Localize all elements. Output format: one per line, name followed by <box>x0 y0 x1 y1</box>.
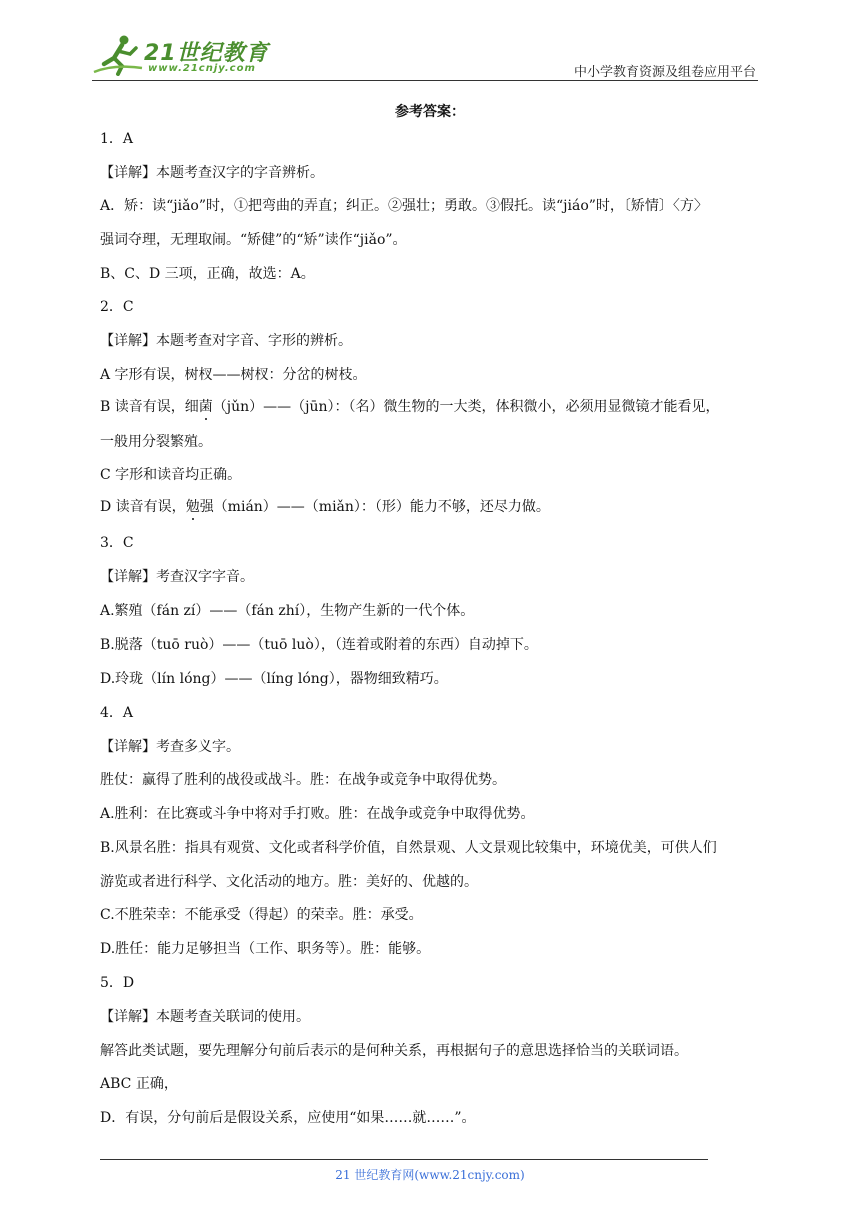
footer-link[interactable]: 21 世纪教育网(www.21cnjy.com) <box>335 1168 525 1182</box>
question-number: 2．C <box>100 299 134 315</box>
explanation-line: B.脱落（tuō ruò）——（tuō luò），（连着或附着的东西）自动掉下。 <box>100 637 538 653</box>
line-text: 强（mián）——（miǎn）：（形）能力不够，还尽力做。 <box>199 499 550 515</box>
dotted-character: 勉 <box>185 499 200 515</box>
explanation-line: C 字形和读音均正确。 <box>100 467 242 483</box>
explanation-line <box>100 498 766 516</box>
page-header <box>92 30 758 80</box>
answer-title: 参考答案： <box>395 104 465 120</box>
dotted-character: 菌 <box>198 399 213 415</box>
site-logo[interactable] <box>92 30 269 78</box>
explanation-line: B、C、D 三项，正确，故选：A。 <box>100 266 315 282</box>
explanation-line: 一般用分裂繁殖。 <box>100 434 212 450</box>
question-number: 1．A <box>100 131 134 147</box>
runner-logo-icon <box>92 34 144 76</box>
explanation-line: C.不胜荣幸：不能承受（得起）的荣幸。胜：承受。 <box>100 907 423 923</box>
explanation-heading: 【详解】本题考查汉字的字音辨析。 <box>100 165 324 181</box>
line-text: B 读音有误，细 <box>100 399 199 415</box>
explanation-line: 强词夺理，无理取闹。“矫健”的“矫”读作“jiǎo”。 <box>100 232 407 248</box>
explanation-line: 解答此类试题，要先理解分句前后表示的是何种关系，再根据句子的意思选择恰当的关联词语。 <box>100 1043 688 1059</box>
explanation-heading: 【详解】考查多义字。 <box>100 739 240 755</box>
explanation-line: ABC 正确， <box>100 1076 178 1092</box>
logo-url: www.21cnjy.com <box>148 63 256 74</box>
question-number: 5．D <box>100 975 135 991</box>
explanation-line: 胜仗：赢得了胜利的战役或战斗。胜：在战争或竞争中取得优势。 <box>100 772 506 788</box>
explanation-line: D.玲珑（lín lóng）——（líng lóng），器物细致精巧。 <box>100 671 448 687</box>
explanation-line: D.胜任：能力足够担当（工作、职务等）。胜：能够。 <box>100 941 431 957</box>
explanation-line: B.风景名胜：指具有观赏、文化或者科学价值，自然景观、人文景观比较集中，环境优美，可供人们 <box>100 840 717 856</box>
explanation-line: A.胜利：在比赛或斗争中将对手打败。胜：在战争或竞争中取得优势。 <box>100 806 535 822</box>
header-tagline: 中小学教育资源及组卷应用平台 <box>573 65 756 80</box>
explanation-heading: 【详解】本题考查关联词的使用。 <box>100 1009 310 1025</box>
explanation-line <box>100 398 766 416</box>
explanation-line: D．有误，分句前后是假设关系，应使用“如果……就……”。 <box>100 1110 476 1126</box>
explanation-line: A．矫：读“jiǎo”时，①把弯曲的弄直；纠正。②强壮；勇敢。③假托。读“jiáo”时，〔矫情〕〈方〉 <box>100 198 708 214</box>
explanation-line: 游览或者进行科学、文化活动的地方。胜：美好的、优越的。 <box>100 874 478 890</box>
header-divider <box>92 80 758 81</box>
footer-divider <box>100 1159 708 1160</box>
question-number: 4．A <box>100 705 134 721</box>
question-number: 3．C <box>100 535 134 551</box>
line-text: D 读音有误， <box>100 499 186 515</box>
explanation-line: A 字形有误，树杈——树杈：分岔的树枝。 <box>100 367 367 383</box>
logo-wordmark: 21世纪教育 <box>144 41 269 66</box>
explanation-line: A.繁殖（fán zí）——（fán zhí），生物产生新的一代个体。 <box>100 603 475 619</box>
explanation-heading: 【详解】考查汉字字音。 <box>100 569 254 585</box>
line-text: （jǔn）——（jūn）：（名）微生物的一大类，体积微小，必须用显微镜才能看见， <box>212 399 720 415</box>
explanation-heading: 【详解】本题考查对字音、字形的辨析。 <box>100 333 352 349</box>
